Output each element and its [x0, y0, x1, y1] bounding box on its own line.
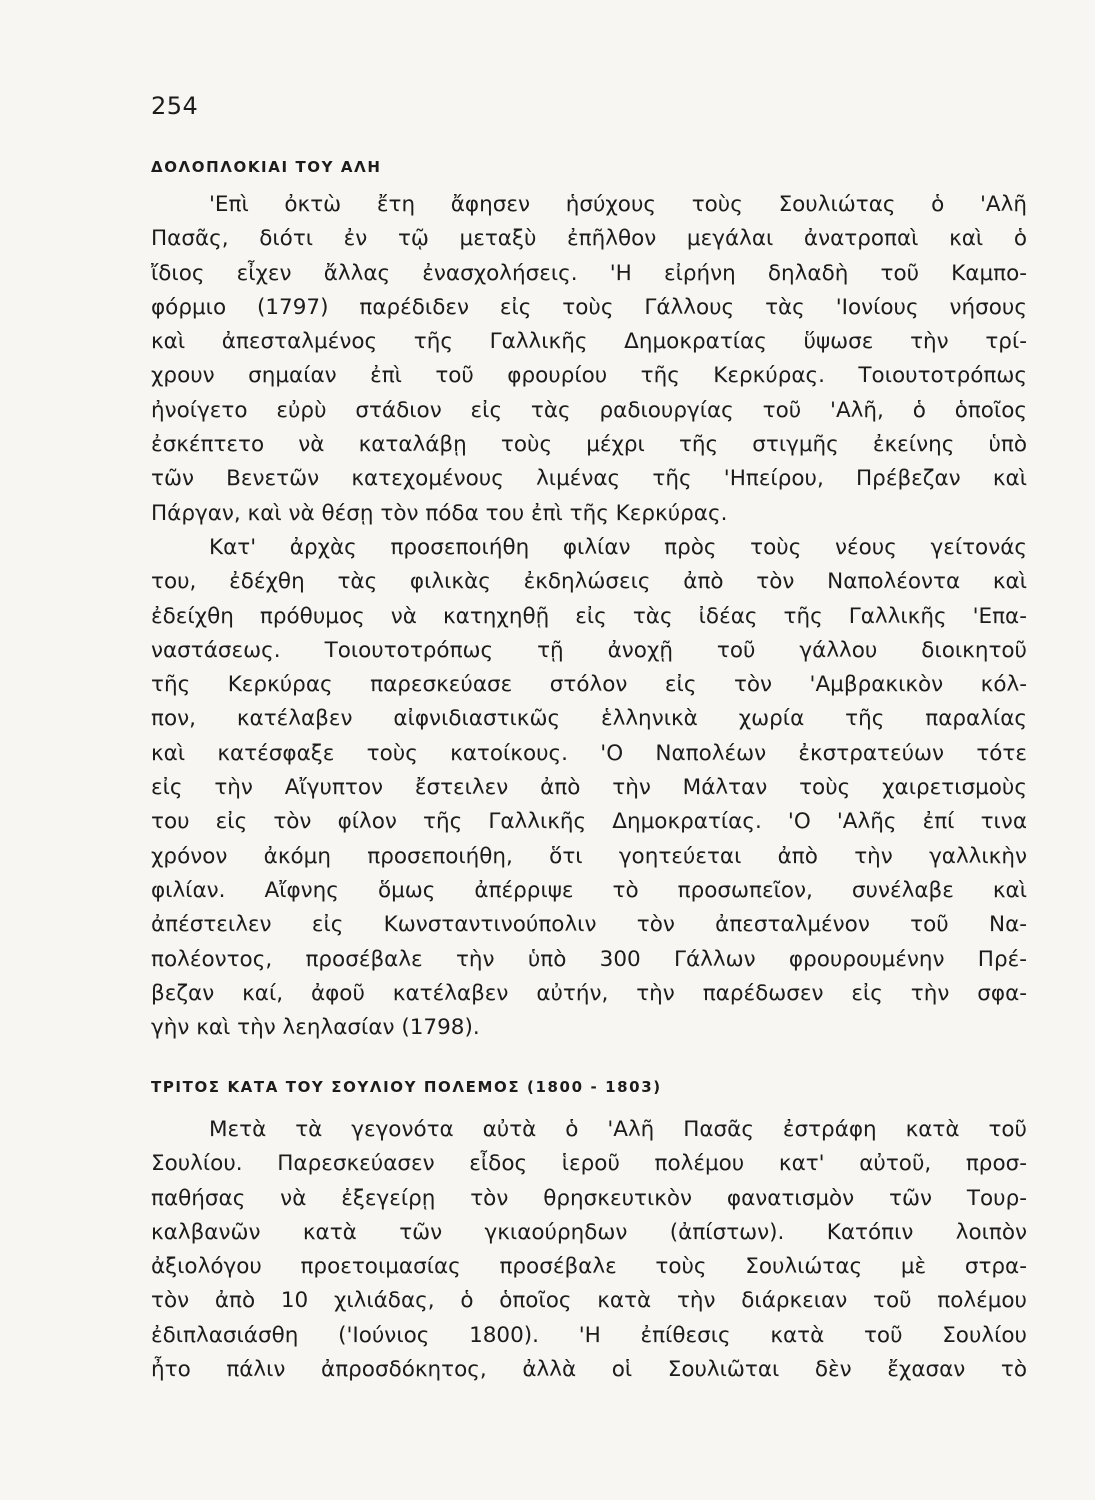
text-line: Μετὰ τὰ γεγονότα αὐτὰ ὁ 'Αλῆ Πασᾶς ἐστράφη κατὰ τοῦ: [209, 1117, 1027, 1142]
text-line: καὶ ἀπεσταλμένος τῆς Γαλλικῆς Δημοκρατίας ὕψωσε τὴν τρί-: [151, 329, 1027, 355]
text-line: τῶν Βενετῶν κατεχομένους λιμένας τῆς 'Ηπείρου, Πρέβεζαν καὶ: [151, 466, 1027, 492]
text-line: φόρμιο (1797) παρέδιδεν εἰς τοὺς Γάλλους τὰς 'Ιονίους νήσους: [151, 294, 1027, 320]
text-line: ἴδιος εἶχεν ἄλλας ἐνασχολήσεις. 'Η εἰρήνη δηλαδὴ τοῦ Καμπο-: [151, 260, 1027, 286]
text-line: φιλίαν. Αἴφνης ὅμως ἀπέρριψε τὸ προσωπεῖον, συνέλαβε καὶ: [151, 877, 1027, 903]
text-line: χρουν σημαίαν ἐπὶ τοῦ φρουρίου τῆς Κερκύρας. Τοιουτοτρόπως: [151, 363, 1027, 389]
page-number: 254: [151, 92, 199, 120]
text-line: ἀπέστειλεν εἰς Κωνσταντινούπολιν τὸν ἀπεσταλμένον τοῦ Να-: [151, 912, 1027, 938]
text-line: 'Επὶ ὀκτὼ ἔτη ἄφησεν ἡσύχους τοὺς Σουλιώτας ὁ 'Αλῆ: [209, 192, 1027, 217]
text-line: ἦτο πάλιν ἀπροσδόκητος, ἀλλὰ οἱ Σουλιῶται δὲν ἔχασαν τὸ: [151, 1357, 1027, 1383]
section-body-dolooplokiai: [151, 188, 1027, 1045]
text-line: ἀξιολόγου προετοιμασίας προσέβαλε τοὺς Σουλιώτας μὲ στρα-: [151, 1254, 1027, 1280]
text-line: ἐσκέπτετο νὰ καταλάβῃ τοὺς μέχρι τῆς στιγμῆς ἐκείνης ὑπὸ: [151, 432, 1027, 458]
text-line: παθήσας νὰ ἐξεγείρῃ τὸν θρησκευτικὸν φανατισμὸν τῶν Τουρ-: [151, 1185, 1027, 1211]
text-line: ἐδείχθη πρόθυμος νὰ κατηχηθῇ εἰς τὰς ἰδέας τῆς Γαλλικῆς 'Επα-: [151, 603, 1027, 629]
text-line: καλβανῶν κατὰ τῶν γκιαούρηδων (ἀπίστων). Κατόπιν λοιπὸν: [151, 1219, 1027, 1245]
text-line: του εἰς τὸν φίλον τῆς Γαλλικῆς Δημοκρατίας. 'Ο 'Αλῆς ἐπί τινα: [151, 809, 1027, 835]
text-line: εἰς τὴν Αἴγυπτον ἔστειλεν ἀπὸ τὴν Μάλταν τοὺς χαιρετισμοὺς: [151, 775, 1027, 801]
text-line: τὸν ἀπὸ 10 χιλιάδας, ὁ ὁποῖος κατὰ τὴν διάρκειαν τοῦ πολέμου: [151, 1288, 1027, 1314]
text-line: βεζαν καί, ἀφοῦ κατέλαβεν αὐτήν, τὴν παρέδωσεν εἰς τὴν σφα-: [151, 980, 1027, 1006]
text-line: γὴν καὶ τὴν λεηλασίαν (1798).: [151, 1015, 480, 1041]
text-line: πολέοντος, προσέβαλε τὴν ὑπὸ 300 Γάλλων φρουρουμένην Πρέ-: [151, 946, 1027, 972]
text-line: πον, κατέλαβεν αἰφνιδιαστικῶς ἑλληνικὰ χωρία τῆς παραλίας: [151, 706, 1027, 732]
text-line: Πάργαν, καὶ νὰ θέσῃ τὸν πόδα του ἐπὶ τῆς Κερκύρας.: [151, 500, 728, 526]
text-line: χρόνον ἀκόμη προσεποιήθη, ὅτι γοητεύεται ἀπὸ τὴν γαλλικὴν: [151, 843, 1027, 869]
text-line: τῆς Κερκύρας παρεσκεύασε στόλον εἰς τὸν 'Αμβρακικὸν κόλ-: [151, 672, 1027, 698]
section-heading-tritos-polemos: ΤΡΙΤΟΣ ΚΑΤΑ ΤΟΥ ΣΟΥΛΙΟΥ ΠΟΛΕΜΟΣ (1800 - 1803): [151, 1078, 662, 1096]
text-line: Πασᾶς, διότι ἐν τῷ μεταξὺ ἐπῆλθον μεγάλαι ἀνατροπαὶ καὶ ὁ: [151, 226, 1027, 252]
text-line: ἐδιπλασιάσθη ('Ιούνιος 1800). 'Η ἐπίθεσις κατὰ τοῦ Σουλίου: [151, 1322, 1027, 1348]
section-heading-dolooplokiai: ΔΟΛΟΠΛΟΚΙΑΙ ΤΟΥ ΑΛΗ: [151, 158, 382, 176]
text-line: ἠνοίγετο εὐρὺ στάδιον εἰς τὰς ραδιουργίας τοῦ 'Αλῆ, ὁ ὁποῖος: [151, 397, 1027, 423]
text-line: καὶ κατέσφαξε τοὺς κατοίκους. 'Ο Ναπολέων ἐκστρατεύων τότε: [151, 740, 1027, 766]
text-line: Σουλίου. Παρεσκεύασεν εἶδος ἱεροῦ πολέμου κατ' αὐτοῦ, προσ-: [151, 1151, 1027, 1177]
text-line: Κατ' ἀρχὰς προσεποιήθη φιλίαν πρὸς τοὺς νέους γείτονάς: [209, 534, 1027, 560]
section-body-tritos-polemos: [151, 1113, 1027, 1387]
text-line: ναστάσεως. Τοιουτοτρόπως τῇ ἀνοχῇ τοῦ γάλλου διοικητοῦ: [151, 637, 1027, 663]
text-line: του, ἐδέχθη τὰς φιλικὰς ἐκδηλώσεις ἀπὸ τὸν Ναπολέοντα καὶ: [151, 569, 1027, 595]
